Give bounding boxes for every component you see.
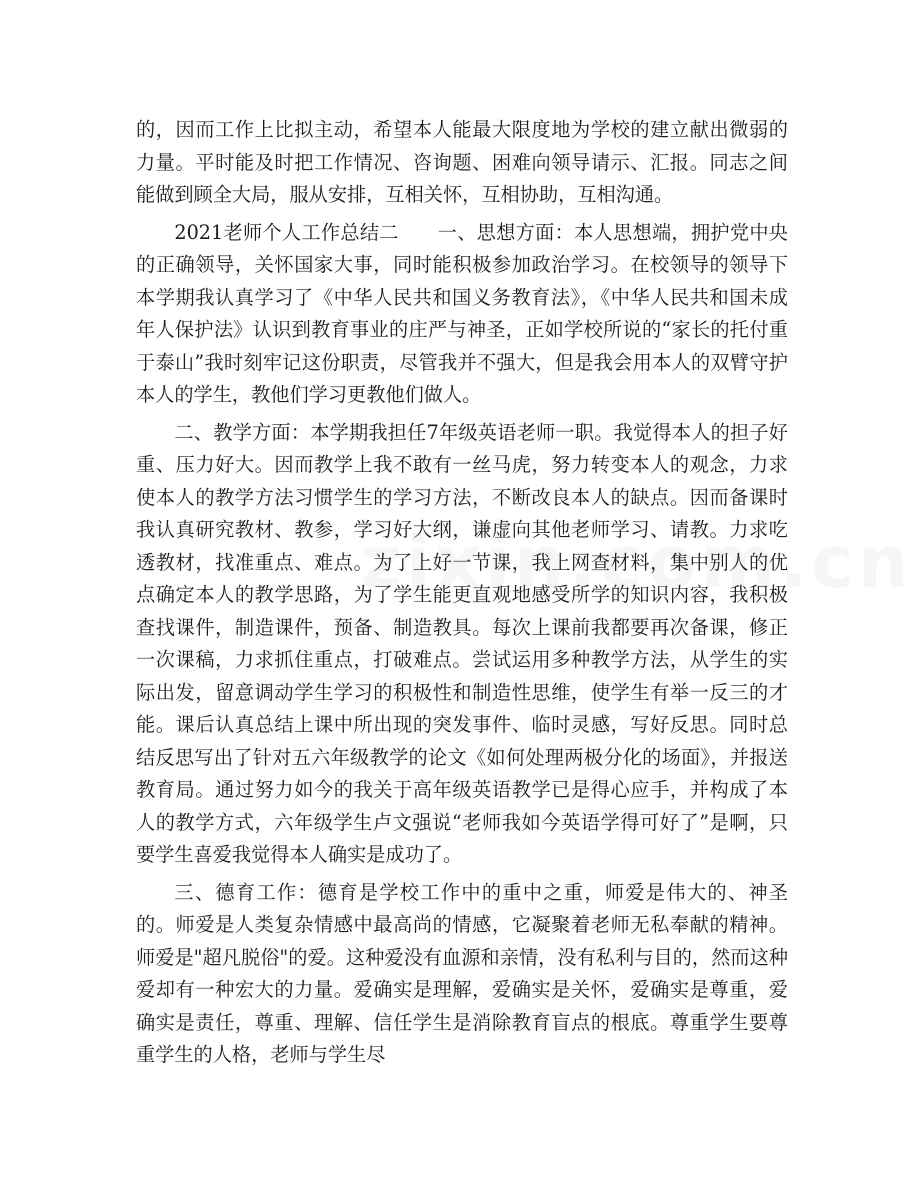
paragraph-3: 二、教学方面：本学期我担任7年级英语老师一职。我觉得本人的担子好重、压力好大。因而教学上我不敢有一丝马虎，努力转变本人的观念，力求使本人的教学方法习惯学生的学习方法，不断改良本人的缺点。因而备课时我认真研究教材、教参，学习好大纲，谦虚向其他老师学习、请教。力求吃透教材，找准重点、难点。为了上好一节课，我上网查材料，集中别人的优点确定本人的教学思路，为了学生能更直观地感受所学的知识内容，我积极查找课件，制造课件，预备、制造教具。每次上课前我都要再次备课，修正一次课稿，力求抓住重点，打破难点。尝试运用多种教学方法，从学生的实际出发，留意调动学生学习的积极性和制造性思维，使学生有举一反三的才能。课后认真总结上课中所出现的突发事件、临时灵感，写好反思。同时总结反思写出了针对五六年级教学的论文《如何处理两极分化的场面》，并报送教育局。通过努力如今的我关于高年级英语教学已是得心应手，并构成了本人的教学方式，六年级学生卢文强说“老师我如今英语学得可好了”是啊，只要学生喜爱我觉得本人确实是成功了。	[136, 420, 788, 866]
paragraph-1: 的，因而工作上比拟主动，希望本人能最大限度地为学校的建立献出微弱的力量。平时能及时把工作情况、咨询题、困难向领导请示、汇报。同志之间能做到顾全大局，服从安排，互相关怀，互相协助，互相沟通。	[136, 118, 788, 206]
paragraph-2: 2021老师个人工作总结二 一、思想方面：本人思想端，拥护党中央的正确领导，关怀国家大事，同时能积极参加政治学习。在校领导的领导下本学期我认真学习了《中华人民共和国义务教育法》，《中华人民共和国未成年人保护法》认识到教育事业的庄严与神圣，正如学校所说的“家长的托付重于泰山”我时刻牢记这份职责，尽管我并不强大，但是我会用本人的双臂守护本人的学生，教他们学习更教他们做人。	[136, 220, 788, 406]
paragraph-4: 三、德育工作：德育是学校工作中的重中之重，师爱是伟大的、神圣的。师爱是人类复杂情感中最高尚的情感，它凝聚着老师无私奉献的精神。师爱是"超凡脱俗"的爱。这种爱没有血源和亲情，没有私利与目的，然而这种爱却有一种宏大的力量。爱确实是理解，爱确实是关怀，爱确实是尊重，爱确实是责任，尊重、理解、信任学生是消除教育盲点的根底。尊重学生要尊重学生的人格，老师与学生尽	[136, 880, 788, 1066]
document-body	[136, 114, 788, 1077]
